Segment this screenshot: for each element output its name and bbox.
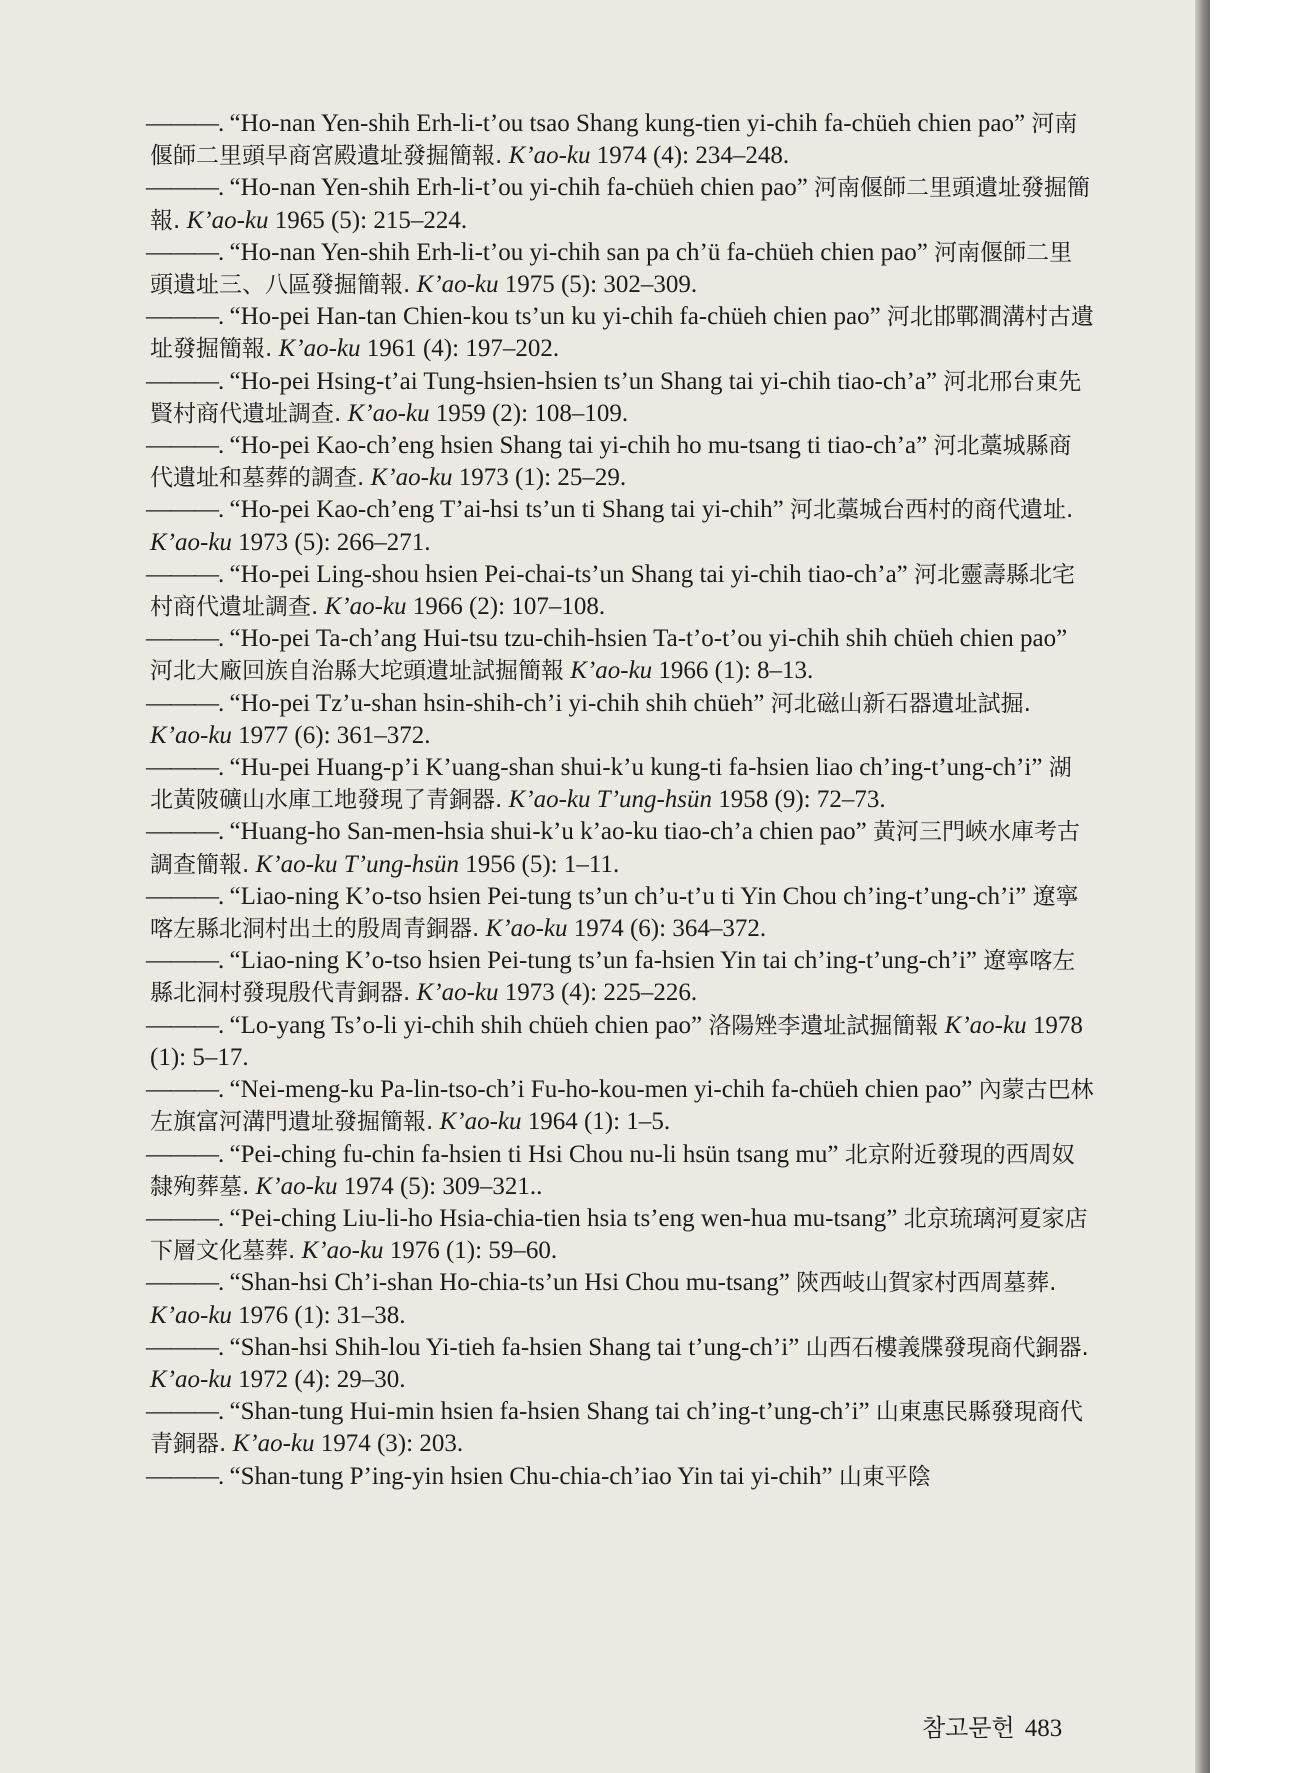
entry-chinese-title: 河北邯鄲澗溝村古遺址發掘簡報. (150, 304, 1094, 363)
entry-chinese-title: 河南偃師二里頭早商宮殿遺址發掘簡報. (150, 111, 1078, 170)
entry-chinese-title: 陝西岐山賀家村西周墓葬. (796, 1270, 1057, 1297)
entry-citation: 1973 (5): 266–271. (238, 528, 431, 556)
entry-citation: 1977 (6): 361–372. (238, 721, 431, 749)
entry-chinese-title: 內蒙古巴林左旗富河溝門遺址發掘簡報. (150, 1077, 1094, 1136)
entry-dash: ———. (146, 432, 224, 460)
entry-journal: K’ao-ku (570, 657, 653, 685)
entry-citation: 1976 (1): 31–38. (238, 1301, 406, 1329)
page-footer (922, 1708, 1062, 1743)
entry-chinese-title: 河北藁城縣商代遺址和墓葬的調查. (150, 433, 1072, 492)
bibliography-entry (146, 1010, 1094, 1074)
bibliography-list (146, 108, 1094, 1493)
bibliography-entry (146, 172, 1094, 236)
entry-title: “Nei-meng-ku Pa-lin-tso-ch’i Fu-ho-kou-men yi-chih fa-chüeh chien pao” (229, 1076, 973, 1104)
entry-journal: K’ao-ku T’ung-hsün (508, 786, 713, 814)
bibliography-entry (146, 688, 1094, 752)
entry-dash: ———. (146, 110, 224, 137)
entry-chinese-title: 北京附近發現的西周奴隸殉葬墓. (150, 1141, 1075, 1200)
bibliography-entry (146, 816, 1094, 880)
entry-chinese-title: 山西石樓義牒發現商代銅器. (805, 1334, 1089, 1361)
entry-journal: K’ao-ku (278, 335, 361, 363)
entry-journal: K’ao-ku (324, 593, 407, 621)
bibliography-entry (146, 623, 1094, 687)
entry-citation: 1976 (1): 59–60. (389, 1237, 558, 1265)
entry-journal: K’ao-ku (439, 1108, 522, 1136)
entry-citation: 1973 (4): 225–226. (504, 979, 698, 1007)
entry-citation: 1974 (3): 203. (320, 1430, 464, 1458)
entry-journal: K’ao-ku (944, 1011, 1027, 1039)
entry-dash: ———. (146, 1398, 224, 1426)
entry-citation: 1974 (6): 364–372. (573, 915, 767, 943)
entry-chinese-title: 河北磁山新石器遺址試掘. (770, 690, 1031, 717)
bibliography-entry (146, 945, 1094, 1009)
entry-citation: 1966 (1): 8–13. (658, 657, 814, 685)
entry-chinese-title: 河北邢台東先賢村商代遺址調查. (150, 368, 1082, 427)
entry-dash: ———. (146, 1333, 224, 1361)
bibliography-entry (146, 108, 1094, 172)
bibliography-entry (146, 1461, 1094, 1493)
entry-citation: 1961 (4): 197–202. (366, 335, 560, 363)
entry-chinese-title: 山東平陰 (838, 1463, 931, 1490)
entry-dash: ———. (146, 303, 224, 331)
entry-title: “Ho-pei Ling-shou hsien Pei-chai-ts’un Shang tai yi-chih tiao-ch’a” (229, 560, 908, 588)
entry-title: “Pei-ching fu-chin fa-hsien ti Hsi Chou nu-li hsün tsang mu” (229, 1140, 839, 1168)
entry-dash: ———. (146, 1269, 224, 1297)
entry-dash: ———. (146, 625, 224, 653)
entry-dash: ———. (146, 818, 224, 846)
entry-title: “Huang-ho San-men-hsia shui-k’u k’ao-ku tiao-ch’a chien pao” (229, 818, 867, 846)
entry-chinese-title: 河北大廠回族自治縣大坨頭遺址試掘簡報 (150, 658, 564, 685)
entry-citation: 1974 (5): 309–321.. (343, 1172, 543, 1200)
entry-title: “Ho-nan Yen-shih Erh-li-t’ou tsao Shang kung-tien yi-chih fa-chüeh chien pao” (229, 110, 1026, 137)
entry-title: “Lo-yang Ts’o-li yi-chih shih chüeh chien pao” (229, 1011, 703, 1039)
entry-title: “Shan-hsi Shih-lou Yi-tieh fa-hsien Shang tai t’ung-ch’i” (229, 1333, 800, 1361)
entry-citation: 1958 (9): 72–73. (718, 786, 886, 814)
entry-chinese-title: 河北靈壽縣北宅村商代遺址調查. (150, 561, 1076, 621)
entry-title: “Ho-pei Tz’u-shan hsin-shih-ch’i yi-chih shih chüeh” (229, 689, 765, 717)
entry-dash: ———. (146, 754, 224, 782)
entry-title: “Shan-tung P’ing-yin hsien Chu-chia-ch’iao Yin tai yi-chih” (229, 1462, 833, 1490)
entry-dash: ———. (146, 367, 224, 395)
entry-citation: 1964 (1): 1–5. (527, 1108, 671, 1136)
entry-dash: ———. (146, 882, 224, 910)
entry-chinese-title: 北京琉璃河夏家店下層文化墓葬. (150, 1205, 1088, 1265)
bibliography-entry (146, 1139, 1094, 1203)
entry-journal: K’ao-ku (150, 1365, 232, 1393)
entry-title: “Ho-pei Kao-ch’eng T’ai-hsi ts’un ti Shang tai yi-chih” (229, 496, 784, 524)
entry-citation: 1978 (1): 5–17. (150, 1011, 1083, 1071)
bibliography-entry (146, 559, 1094, 623)
entry-chinese-title: 湖北黃陂礦山水庫工地發現了青銅器. (150, 755, 1072, 814)
bibliography-entry (146, 1267, 1094, 1331)
entry-journal: K’ao-ku (255, 1172, 338, 1200)
entry-dash: ———. (146, 1140, 224, 1168)
entry-dash: ———. (146, 1204, 224, 1232)
entry-dash: ———. (146, 174, 224, 202)
bibliography-entry (146, 1332, 1094, 1396)
entry-journal: K’ao-ku (150, 721, 232, 749)
entry-citation: 1972 (4): 29–30. (238, 1365, 406, 1393)
entry-dash: ———. (146, 1076, 224, 1104)
page-number: 483 (1024, 1715, 1063, 1742)
bibliography-entry (146, 752, 1094, 816)
entry-chinese-title: 山東惠民縣發現商代青銅器. (150, 1399, 1083, 1458)
entry-title: “Shan-tung Hui-min hsien fa-hsien Shang tai ch’ing-t’ung-ch’i” (229, 1398, 870, 1426)
entry-title: “Hu-pei Huang-p’i K’uang-shan shui-k’u kung-ti fa-hsien liao ch’ing-t’ung-ch’i” (229, 754, 1043, 782)
entry-chinese-title: 遼寧喀左縣北洞村出土的殷周青銅器. (150, 883, 1079, 943)
entry-title: “Liao-ning K’o-tso hsien Pei-tung ts’un ch’u-t’u ti Yin Chou ch’ing-t’ung-ch’i” (229, 882, 1027, 910)
entry-title: “Ho-pei Kao-ch’eng hsien Shang tai yi-chih ho mu-tsang ti tiao-ch’a” (229, 432, 928, 460)
entry-title: “Ho-pei Ta-ch’ang Hui-tsu tzu-chih-hsien Ta-t’o-t’ou yi-chih shih chüeh chien pao” (229, 625, 1068, 653)
entry-journal: K’ao-ku (150, 1301, 232, 1329)
book-spine-shadow (1196, 0, 1210, 1773)
entry-title: “Ho-nan Yen-shih Erh-li-t’ou yi-chih fa-chüeh chien pao” (229, 174, 808, 202)
entry-chinese-title: 河南偃師二里頭遺址三、八區發掘簡報. (150, 239, 1073, 299)
bibliography-entry (146, 494, 1094, 558)
entry-title: “Ho-pei Han-tan Chien-kou ts’un ku yi-chih fa-chüeh chien pao” (229, 303, 881, 331)
entry-dash: ———. (146, 947, 224, 975)
entry-title: “Ho-nan Yen-shih Erh-li-t’ou yi-chih san pa ch’ü fa-chüeh chien pao” (229, 238, 928, 266)
entry-journal: K’ao-ku (232, 1430, 315, 1458)
entry-dash: ———. (146, 238, 224, 266)
entry-title: “Liao-ning K’o-tso hsien Pei-tung ts’un fa-hsien Yin tai ch’ing-t’ung-ch’i” (229, 947, 977, 975)
entry-journal: K’ao-ku T’ung-hsün (255, 850, 460, 878)
entry-chinese-title: 河南偃師二里頭遺址發掘簡報. (150, 175, 1091, 234)
entry-citation: 1974 (4): 234–248. (596, 142, 790, 170)
entry-title: “Shan-hsi Ch’i-shan Ho-chia-ts’un Hsi Chou mu-tsang” (229, 1269, 790, 1297)
bibliography-entry (146, 366, 1094, 430)
entry-journal: K’ao-ku (485, 915, 568, 943)
entry-citation: 1966 (2): 107–108. (412, 593, 606, 621)
entry-journal: K’ao-ku (301, 1237, 384, 1265)
bibliography-entry (146, 881, 1094, 945)
entry-dash: ———. (146, 1462, 224, 1490)
footer-section-label: 참고문헌 (922, 1714, 1015, 1742)
entry-journal: K’ao-ku (508, 142, 591, 170)
entry-title: “Pei-ching Liu-li-ho Hsia-chia-tien hsia ts’eng wen-hua mu-tsang” (229, 1204, 898, 1232)
entry-journal: K’ao-ku (186, 206, 269, 234)
entry-dash: ———. (146, 496, 224, 524)
entry-citation: 1965 (5): 215–224. (274, 206, 468, 234)
entry-chinese-title: 黃河三門峽水庫考古調查簡報. (150, 819, 1081, 878)
entry-chinese-title: 河北藁城台西村的商代遺址. (790, 497, 1074, 524)
entry-citation: 1956 (5): 1–11. (465, 850, 620, 878)
bibliography-entry (146, 1074, 1094, 1138)
entry-title: “Ho-pei Hsing-t’ai Tung-hsien-hsien ts’un Shang tai yi-chih tiao-ch’a” (229, 367, 937, 395)
entry-dash: ———. (146, 560, 224, 588)
bibliography-entry (146, 1396, 1094, 1460)
entry-journal: K’ao-ku (347, 399, 430, 427)
entry-journal: K’ao-ku (416, 271, 499, 299)
entry-citation: 1975 (5): 302–309. (504, 271, 698, 299)
entry-journal: K’ao-ku (150, 528, 232, 556)
entry-dash: ———. (146, 1011, 224, 1039)
entry-journal: K’ao-ku (416, 979, 499, 1007)
bibliography-entry (146, 301, 1094, 365)
bibliography-entry (146, 1203, 1094, 1267)
bibliography-entry (146, 237, 1094, 301)
entry-dash: ———. (146, 689, 224, 717)
bibliography-entry (146, 430, 1094, 494)
entry-chinese-title: 洛陽矬李遺址試掘簡報 (708, 1012, 939, 1039)
entry-chinese-title: 遼寧喀左縣北洞村發現殷代青銅器. (150, 948, 1076, 1007)
entry-journal: K’ao-ku (370, 464, 453, 492)
entry-citation: 1973 (1): 25–29. (458, 464, 627, 492)
entry-citation: 1959 (2): 108–109. (435, 399, 629, 427)
